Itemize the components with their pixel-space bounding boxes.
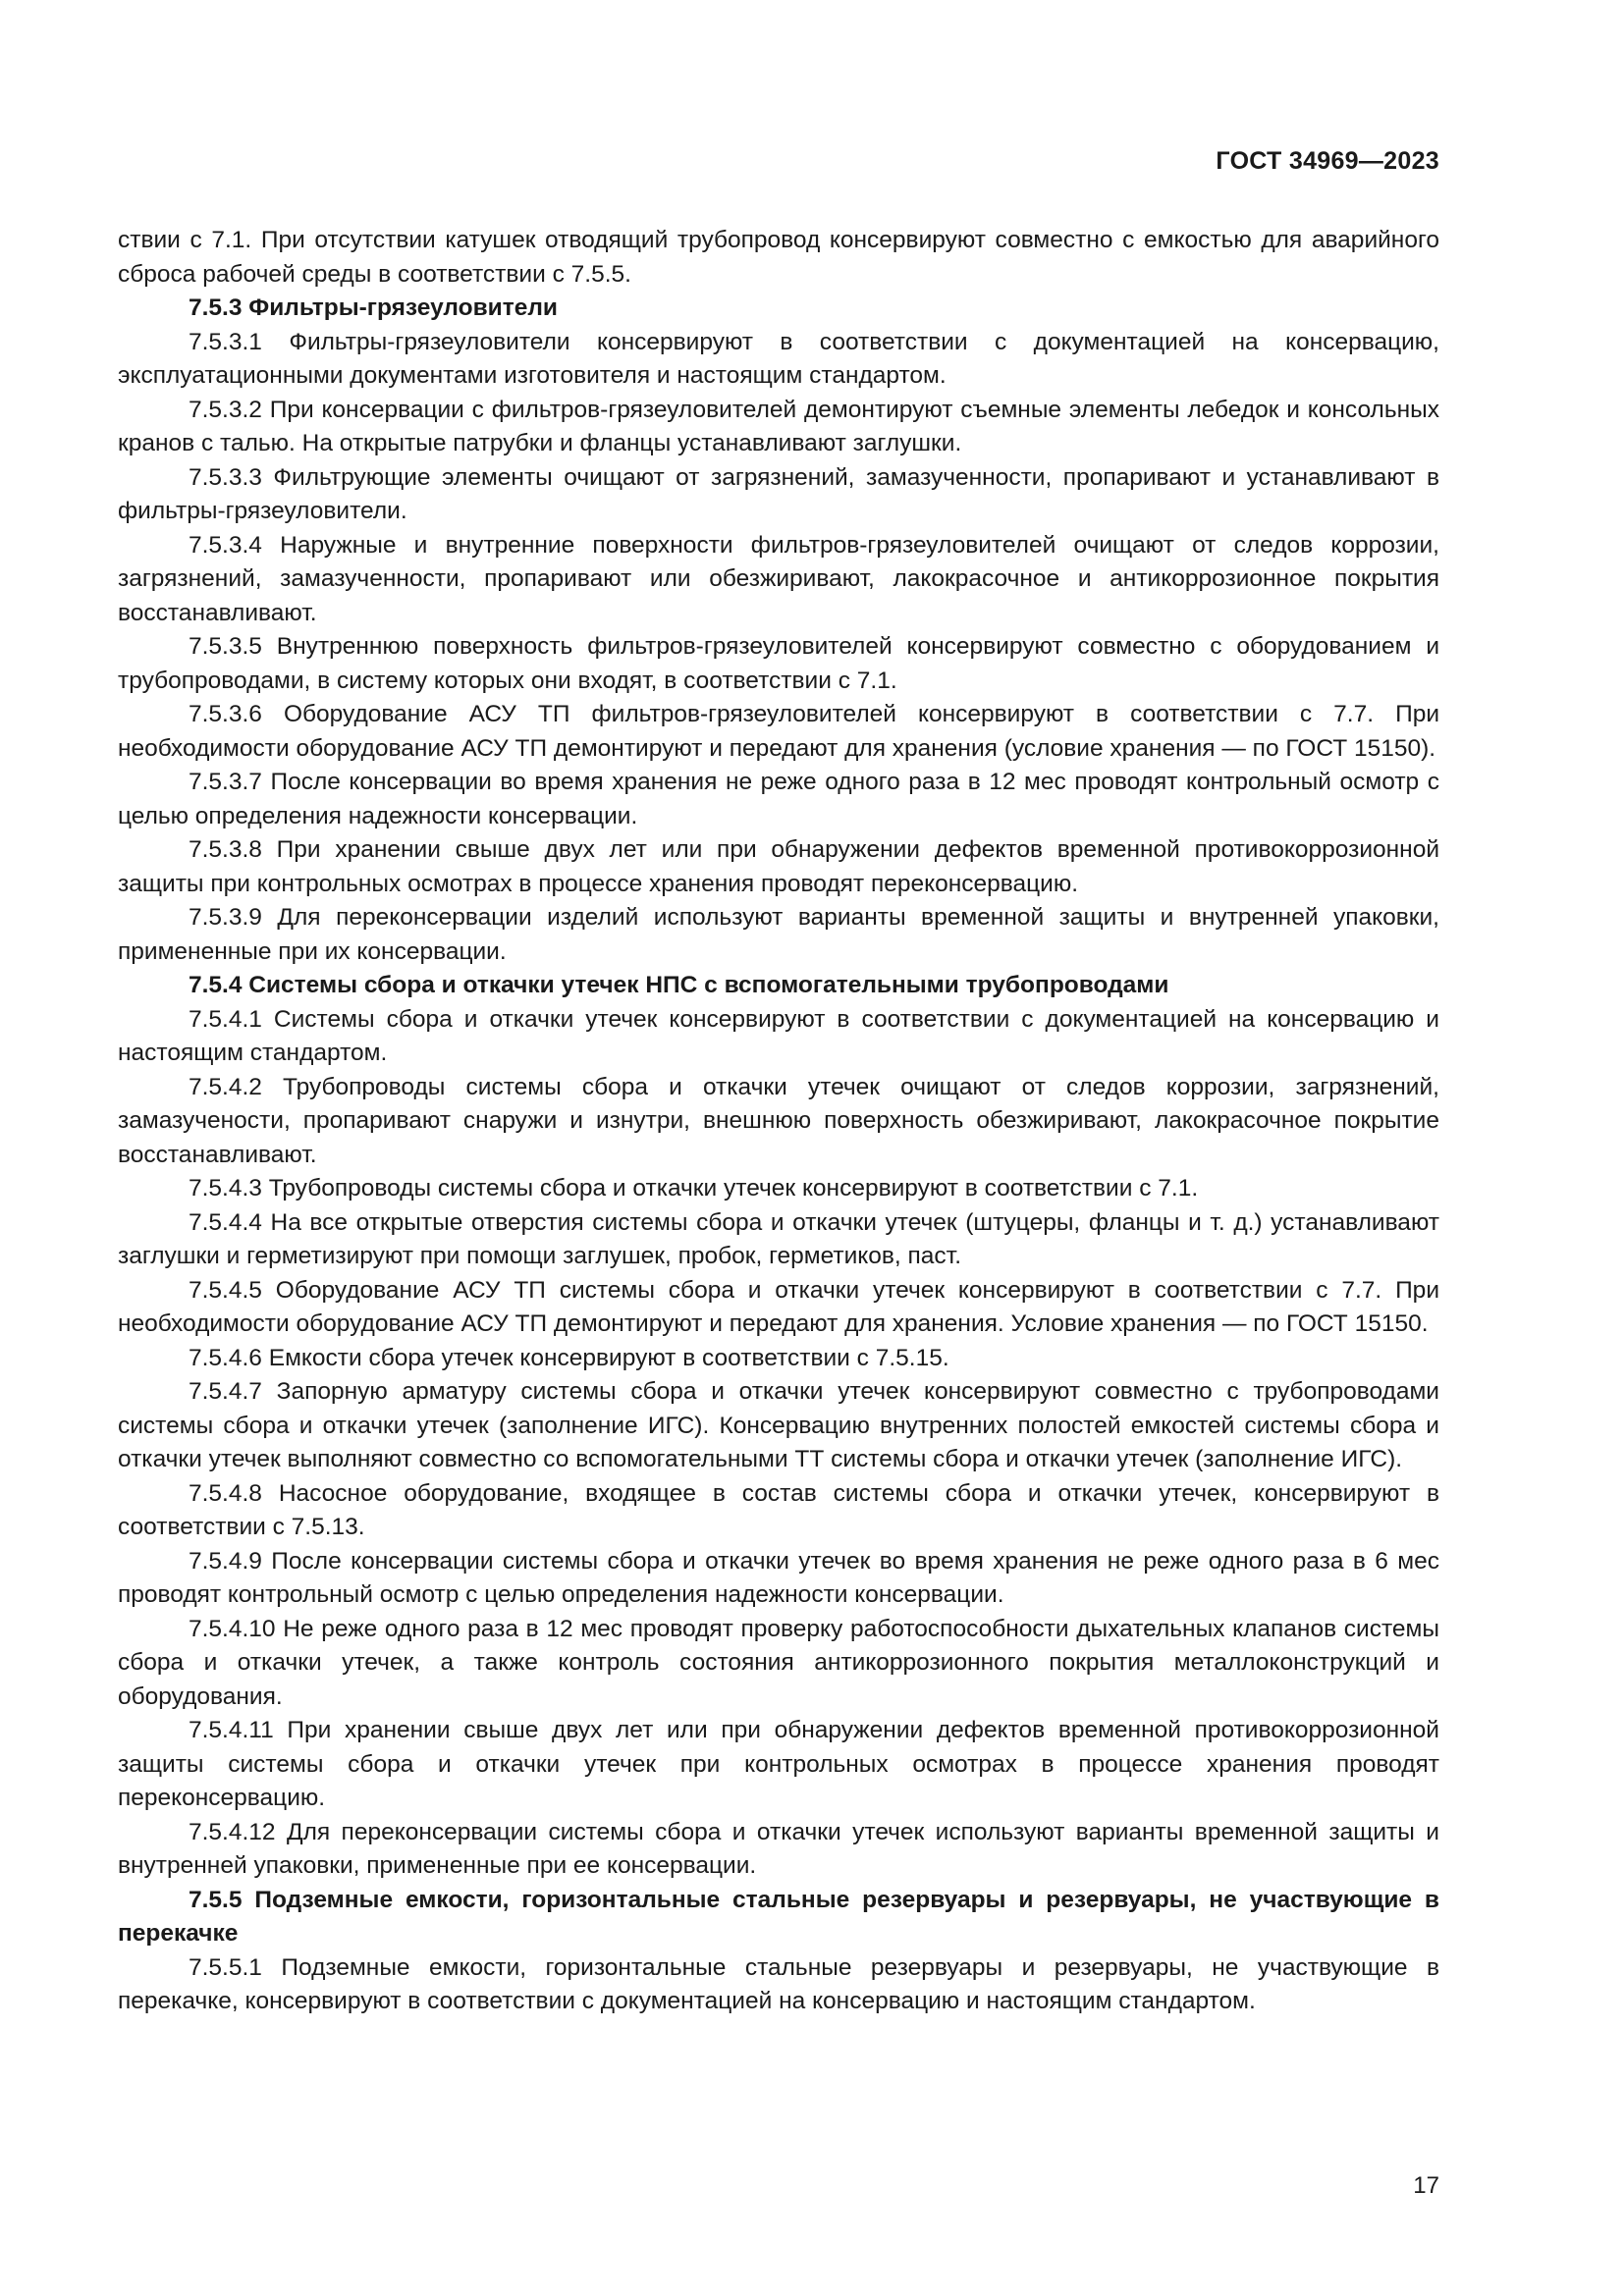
section-heading: 7.5.3 Фильтры-грязеуловители [189,294,558,321]
section-heading: 7.5.4 Системы сбора и откачки утечек НПС с вспомогательными трубопроводами [189,972,1169,998]
paragraph: 7.5.4.10 Не реже одного раза в 12 мес проводят проверку работоспособности дыхательных клапанов системы сбора и откачки утечек, а также контроль состояния антикоррозионного покрытия металлоконструкций и оборудования. [118,1615,1439,1710]
page-number: 17 [1413,2172,1439,2199]
paragraph: 7.5.4.9 После консервации системы сбора и откачки утечек во время хранения не реже одного раза в 6 мес проводят контрольный осмотр с целью определения надежности консервации. [118,1547,1439,1608]
paragraph: 7.5.4.5 Оборудование АСУ ТП системы сбора и откачки утечек консервируют в соответствии с 7.7. При необходимости оборудование АСУ ТП демонтируют и передают для хранения. Условие хранения — по ГОСТ 15150. [118,1276,1439,1337]
paragraph: 7.5.4.6 Емкости сбора утечек консервируют в соответствии с 7.5.15. [189,1344,949,1371]
paragraph: 7.5.3.9 Для переконсервации изделий используют варианты временной защиты и внутренней упаковки, примененные при их консервации. [118,904,1439,965]
paragraph: 7.5.3.7 После консервации во время хранения не реже одного раза в 12 мес проводят контрольный осмотр с целью определения надежности консервации. [118,769,1439,829]
section-heading: 7.5.5 Подземные емкости, горизонтальные стальные резервуары и резервуары, не участвующие в перекачке [118,1886,1439,1947]
paragraph: 7.5.3.2 При консервации с фильтров-грязеуловителей демонтируют съемные элементы лебедок и консольных кранов с талью. На открытые патрубки и фланцы устанавливают заглушки. [118,396,1439,456]
paragraph: 7.5.4.4 На все открытые отверстия системы сбора и откачки утечек (штуцеры, фланцы и т. д.) устанавливают заглушки и герметизируют при помощи заглушек, пробок, герметиков, паст. [118,1208,1439,1269]
document-body [118,224,1439,2019]
paragraph: 7.5.4.11 При хранении свыше двух лет или при обнаружении дефектов временной противокоррозионной защиты системы сбора и откачки утечек при контрольных осмотрах в процессе хранения проводят переконсервацию. [118,1717,1439,1811]
paragraph: 7.5.5.1 Подземные емкости, горизонтальные стальные резервуары и резервуары, не участвующие в перекачке, консервируют в соответствии с документацией на консервацию и настоящим стандартом. [118,1953,1439,2014]
paragraph: 7.5.4.1 Системы сбора и откачки утечек консервируют в соответствии с документацией на консервацию и настоящим стандартом. [118,1005,1439,1066]
paragraph: 7.5.3.3 Фильтрующие элементы очищают от загрязнений, замазученности, пропаривают и устанавливают в фильтры-грязеуловители. [118,463,1439,524]
paragraph: 7.5.3.6 Оборудование АСУ ТП фильтров-грязеуловителей консервируют в соответствии с 7.7. При необходимости оборудование АСУ ТП демонтируют и передают для хранения (условие хранения — по ГОСТ 15150). [118,701,1439,762]
paragraph: 7.5.3.8 При хранении свыше двух лет или при обнаружении дефектов временной противокоррозионной защиты при контрольных осмотрах в процессе хранения проводят переконсервацию. [118,836,1439,897]
paragraph: ствии с 7.1. При отсутствии катушек отводящий трубопровод консервируют совместно с емкостью для аварийного сброса рабочей среды в соответствии с 7.5.5. [118,227,1439,288]
paragraph: 7.5.3.5 Внутреннюю поверхность фильтров-грязеуловителей консервируют совместно с оборудованием и трубопроводами, в систему которых они входят, в соответствии с 7.1. [118,633,1439,694]
paragraph: 7.5.4.3 Трубопроводы системы сбора и откачки утечек консервируют в соответствии с 7.1. [189,1175,1199,1201]
document-page [118,0,1439,2296]
document-code: ГОСТ 34969—2023 [1216,147,1439,175]
paragraph: 7.5.4.2 Трубопроводы системы сбора и откачки утечек очищают от следов коррозии, загрязнений, замазучености, пропаривают снаружи и изнутри, внешнюю поверхность обезжиривают, лакокрасочное покрытие восстанавливают. [118,1073,1439,1168]
paragraph: 7.5.3.1 Фильтры-грязеуловители консервируют в соответствии с документацией на консервацию, эксплуатационными документами изготовителя и настоящим стандартом. [118,328,1439,389]
paragraph: 7.5.4.7 Запорную арматуру системы сбора и откачки утечек консервируют совместно с трубопроводами системы сбора и откачки утечек (заполнение ИГС). Консервацию внутренних полостей емкостей системы сбора и откачки утечек выполняют совместно со вспомогательными ТТ системы сбора и откачки утечек (заполнение ИГС). [118,1378,1439,1472]
paragraph: 7.5.3.4 Наружные и внутренние поверхности фильтров-грязеуловителей очищают от следов коррозии, загрязнений, замазученности, пропаривают или обезжиривают, лакокрасочное и антикоррозионное покрытия восстанавливают. [118,531,1439,626]
paragraph: 7.5.4.8 Насосное оборудование, входящее в состав системы сбора и откачки утечек, консервируют в соответствии с 7.5.13. [118,1479,1439,1540]
paragraph: 7.5.4.12 Для переконсервации системы сбора и откачки утечек используют варианты временной защиты и внутренней упаковки, примененные при ее консервации. [118,1818,1439,1879]
